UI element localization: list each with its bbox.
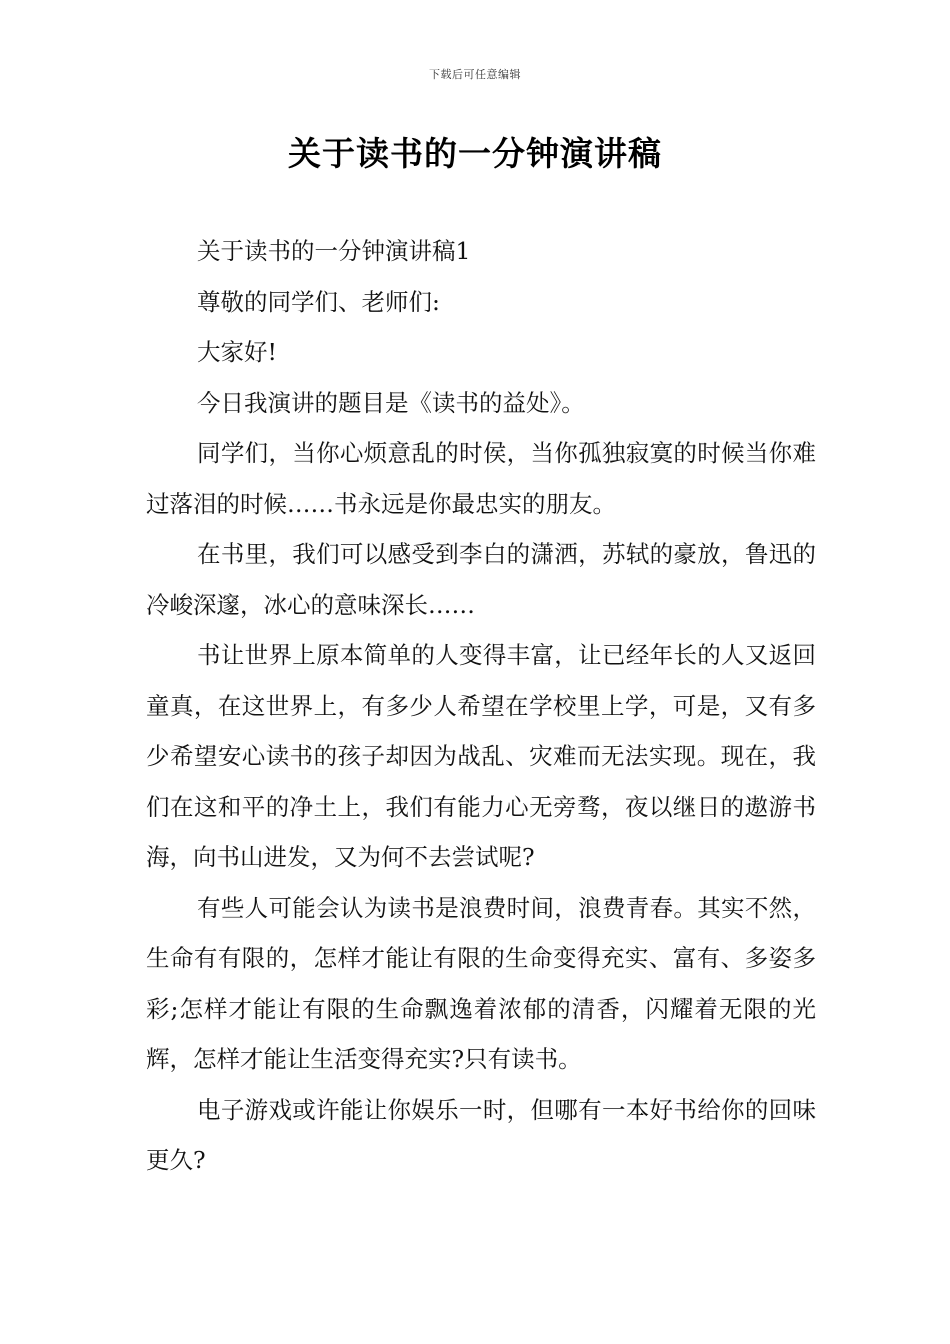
paragraph: 书让世界上原本简单的人变得丰富，让已经年长的人又返回童真，在这世界上，有多少人希望在学校里上学，可是，又有多少希望安心读书的孩子却因为战乱、灾难而无法实现。现在，我们在这和平的净土上，我们有能力心无旁骛，夜以继日的遨游书海，向书山进发，又为何不去尝试呢? xyxy=(146,641,816,871)
paragraph: 同学们，当你心烦意乱的时侯，当你孤独寂寞的时候当你难过落泪的时候……书永远是你最忠实的朋友。 xyxy=(146,439,816,518)
paragraph-salutation: 尊敬的同学们、老师们: xyxy=(197,287,440,316)
paragraph: 电子游戏或许能让你娱乐一时，但哪有一本好书给你的回味更久? xyxy=(146,1095,816,1174)
document-body xyxy=(146,226,816,1186)
paragraph: 有些人可能会认为读书是浪费时间，浪费青春。其实不然，生命有有限的，怎样才能让有限的生命变得充实、富有、多姿多彩;怎样才能让有限的生命飘逸着浓郁的清香，闪耀着无限的光辉，怎样才能让生活变得充实?只有读书。 xyxy=(146,893,816,1073)
document-title: 关于读书的一分钟演讲稿 xyxy=(288,134,662,173)
paragraph: 在书里，我们可以感受到李白的潇洒，苏轼的豪放，鲁迅的冷峻深邃，冰心的意味深长…… xyxy=(146,540,816,619)
header-note: 下载后可任意编辑 xyxy=(429,68,521,81)
paragraph-heading: 关于读书的一分钟演讲稿1 xyxy=(197,237,471,265)
paragraph-greeting: 大家好! xyxy=(197,338,277,366)
paragraph-topic: 今日我演讲的题目是《读书的益处》。 xyxy=(197,388,585,417)
